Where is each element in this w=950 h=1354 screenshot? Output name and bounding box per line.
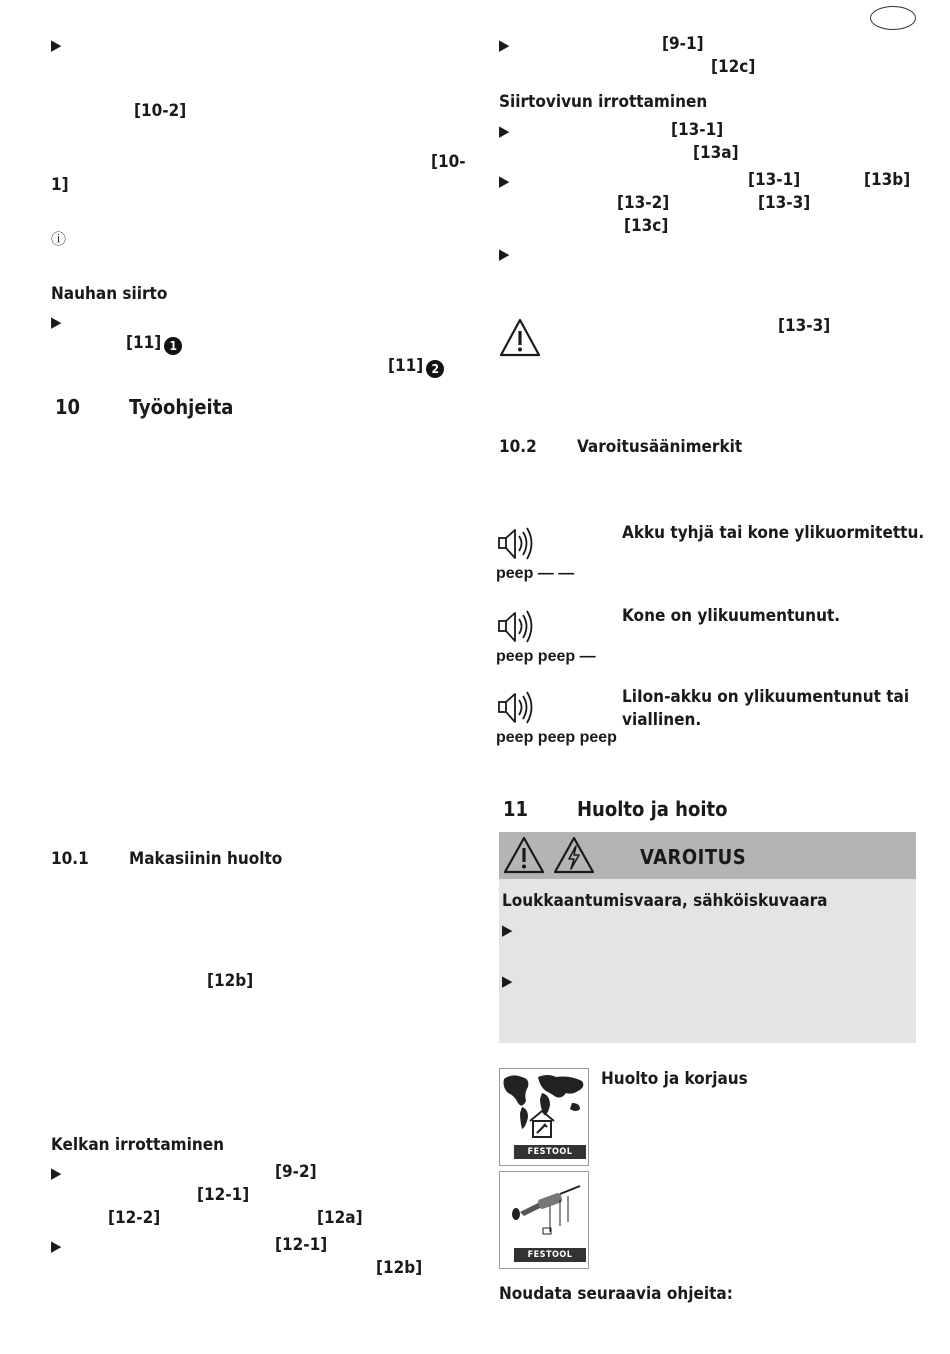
speaker-icon [497,526,537,562]
ref-12b-b: [12b] [376,1258,423,1278]
ref-13c: [13c] [624,216,669,236]
section-11-number: 11 [503,797,529,821]
spare-parts-icon [500,1172,588,1246]
ref-12-1-b: [12-1] [275,1235,328,1255]
kelkan-heading: Kelkan irrottaminen [51,1135,224,1155]
warning-box [499,832,916,1043]
section-10-title: Työohjeita [129,395,234,419]
signal-pattern: peep peep — [496,648,596,665]
service-world-image [499,1068,589,1166]
ref-13-1-b: [13-1] [748,170,801,190]
info-icon: ⓘ [51,230,67,248]
signal-text: Kone on ylikuumentunut. [622,606,841,626]
follow-instructions-heading: Noudata seuraavia ohjeita: [499,1284,733,1304]
warning-header [499,832,916,879]
signal-pattern: peep peep peep [496,729,617,746]
ref-13-1-a: [13-1] [671,120,724,140]
bullet-arrow-icon: ▶ [499,36,510,54]
section-10-number: 10 [55,395,81,419]
section-10-2-title: Varoitusäänimerkit [577,437,743,457]
electric-shock-icon [552,835,596,876]
bullet-arrow-icon: ▶ [51,1164,62,1182]
bullet-arrow-icon: ▶ [51,313,62,331]
service-parts-image [499,1171,589,1269]
bullet-arrow-icon: ▶ [499,172,510,190]
warning-triangle-icon [502,835,546,876]
bullet-arrow-icon: ▶ [499,245,510,263]
speaker-icon [497,690,537,726]
section-10-2-number: 10.2 [499,437,537,457]
signal-pattern: peep — — [496,565,575,582]
ref-13-2: [13-2] [617,193,670,213]
siirtovivun-heading: Siirtovivun irrottaminen [499,92,708,112]
warning-subtitle: Loukkaantumisvaara, sähköiskuvaara [502,891,828,911]
ref-9-1: [9-1] [662,34,704,54]
ref-10-1-part-a: [10- [431,152,466,172]
warning-title: VAROITUS [640,845,747,869]
world-map-service-icon [500,1069,588,1143]
signal-text-line2: viallinen. [622,710,702,730]
language-oval [870,6,916,30]
ref-10-2: [10-2] [134,101,187,121]
section-10-1-number: 10.1 [51,849,89,869]
ref-10-1-part-b: 1] [51,175,69,195]
ref-11-1: [11] 1 [126,333,182,355]
section-11-title: Huolto ja hoito [577,797,728,821]
bullet-arrow-icon: ▶ [51,36,62,54]
brand-bar: FESTOOL [514,1248,586,1262]
nauhan-siirto-heading: Nauhan siirto [51,284,168,304]
bullet-arrow-icon: ▶ [502,972,513,990]
warning-triangle-icon [498,317,542,359]
brand-bar: FESTOOL [514,1145,586,1159]
signal-text: Akku tyhjä tai kone ylikuormitettu. [622,523,925,543]
bullet-arrow-icon: ▶ [499,122,510,140]
ref-12b-a: [12b] [207,971,254,991]
bullet-arrow-icon: ▶ [51,1237,62,1255]
circled-number-2-icon: 2 [426,360,444,378]
ref-12-1-a: [12-1] [197,1185,250,1205]
bullet-arrow-icon: ▶ [502,921,513,939]
ref-12a: [12a] [317,1208,363,1228]
signal-text-line1: LiIon-akku on ylikuumentunut tai [622,687,910,707]
ref-12c: [12c] [711,57,756,77]
circled-number-1-icon: 1 [164,337,182,355]
speaker-icon [497,609,537,645]
section-10-1-title: Makasiinin huolto [129,849,283,869]
ref-13-3-a: [13-3] [758,193,811,213]
ref-13a: [13a] [693,143,739,163]
ref-11-2: [11] 2 [388,356,444,378]
ref-9-2: [9-2] [275,1162,317,1182]
ref-13b: [13b] [864,170,911,190]
service-heading: Huolto ja korjaus [601,1069,748,1089]
ref-13-3-b: [13-3] [778,316,831,336]
ref-12-2: [12-2] [108,1208,161,1228]
